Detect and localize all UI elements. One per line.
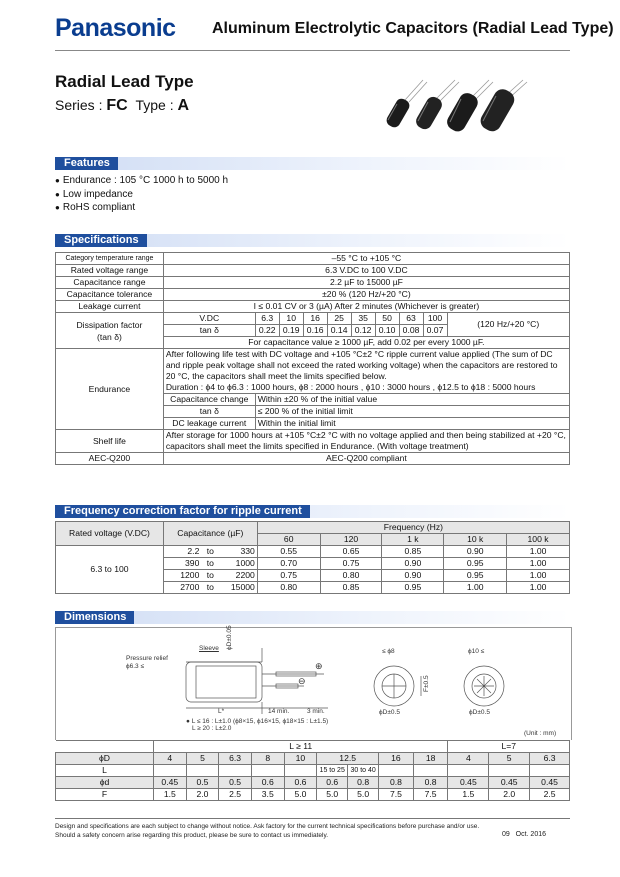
footer-divider xyxy=(55,818,570,819)
empty-cell xyxy=(448,765,489,777)
small-diameter-label: ≤ ϕ8 xyxy=(382,648,395,655)
endurance-item: DC leakage current xyxy=(163,418,255,430)
endurance-limit: Within ±20 % of the initial value xyxy=(255,394,569,406)
cap-to-word: to xyxy=(201,570,219,582)
factor-cell: 1.00 xyxy=(507,582,570,594)
min-3-label: 3 min. xyxy=(307,708,325,715)
dim-cell: 0.6 xyxy=(251,777,284,789)
dim-cell: 1.5 xyxy=(153,789,186,801)
factor-cell: 0.85 xyxy=(382,546,444,558)
dim-cell: 3.5 xyxy=(251,789,284,801)
pressure-relief-label: Pressure relief xyxy=(126,655,168,662)
dim-cell: 10 xyxy=(284,753,317,765)
freq-header-cell: 1 k xyxy=(382,534,444,546)
dimensions-heading: Dimensions xyxy=(55,611,134,624)
table-row xyxy=(56,789,570,801)
factor-cell: 0.80 xyxy=(320,570,382,582)
table-row xyxy=(56,289,570,301)
empty-cell xyxy=(489,765,530,777)
voltage-cell: 50 xyxy=(375,313,399,325)
factor-cell: 1.00 xyxy=(507,558,570,570)
series-line xyxy=(55,97,189,115)
cap-from: 390 xyxy=(163,558,201,570)
table-row xyxy=(56,753,570,765)
length-tolerance-note-1: L ≤ 16 : L±1.0 (ϕ8×15, ϕ16×15, ϕ18×15 : L±1.5) xyxy=(191,718,329,725)
specifications-heading-bar xyxy=(55,234,570,247)
series-value: FC xyxy=(106,97,128,114)
tan-cell: 0.08 xyxy=(399,325,423,337)
frequency-header: Frequency (Hz) xyxy=(257,522,569,534)
dim-cell: 0.6 xyxy=(284,777,317,789)
dissipation-label xyxy=(56,313,164,349)
length-tolerance-note: ● L ≤ 16 : L±1.0 (ϕ8×15, ϕ16×15, ϕ18×15 : L±1.5) xyxy=(186,718,329,725)
factor-cell: 0.90 xyxy=(382,558,444,570)
empty-cell xyxy=(530,765,570,777)
f-tol-label: F±0.5 xyxy=(423,675,430,692)
tan-cell: 0.07 xyxy=(423,325,447,337)
large-diameter-label: ϕ10 ≤ xyxy=(468,648,485,655)
dimensions-heading-bar xyxy=(55,611,570,624)
frequency-heading: Frequency correction factor for ripple current xyxy=(55,505,310,518)
capacitor-product-image xyxy=(383,78,533,140)
d-tol-label-large: ϕD±0.5 xyxy=(469,709,490,716)
voltage-cell: 10 xyxy=(279,313,303,325)
shelf-life-label: Shelf life xyxy=(56,430,164,453)
row-label: ϕd xyxy=(56,777,154,789)
document-title: Aluminum Electrolytic Capacitors (Radial Lead Type) xyxy=(212,20,614,37)
empty-cell xyxy=(284,765,317,777)
tan-cell: 0.14 xyxy=(327,325,351,337)
factor-cell: 0.95 xyxy=(444,558,507,570)
dim-cell: 4 xyxy=(153,753,186,765)
dimension-drawing xyxy=(55,627,572,740)
dim-cell: 0.5 xyxy=(219,777,252,789)
dim-cell: 2.0 xyxy=(186,789,219,801)
unit-label: (Unit : mm) xyxy=(524,730,557,737)
dim-cell: 7.5 xyxy=(413,789,448,801)
dim-cell: 2.5 xyxy=(530,789,570,801)
table-row xyxy=(56,277,570,289)
dim-cell: 0.45 xyxy=(489,777,530,789)
table-row xyxy=(56,765,570,777)
dim-cell: 1.5 xyxy=(448,789,489,801)
feature-item: ● Low impedance xyxy=(55,188,228,202)
table-header-row xyxy=(56,522,570,534)
footer-line: Should a safety concern arise regarding this product, please be sure to contact us immediately. xyxy=(55,832,329,839)
dim-cell: 0.8 xyxy=(413,777,448,789)
row-label: L xyxy=(56,765,154,777)
category-temp-value: –55 °C to +105 °C xyxy=(163,253,569,265)
tolerance-value: ±20 % (120 Hz/+20 °C) xyxy=(163,289,569,301)
table-header-row xyxy=(56,741,570,753)
voltage-cell: 16 xyxy=(303,313,327,325)
leakage-label: Leakage current xyxy=(56,301,164,313)
dissipation-label-line1: Dissipation factor xyxy=(76,319,143,330)
dia-tol-label: ϕD±0.05 xyxy=(226,625,233,650)
empty-cell xyxy=(413,765,448,777)
table-row xyxy=(56,546,570,558)
voltage-cell: 35 xyxy=(351,313,375,325)
rated-voltage-header: Rated voltage (V.DC) xyxy=(56,522,164,546)
factor-cell: 0.75 xyxy=(257,570,320,582)
table-row xyxy=(56,777,570,789)
freq-header-cell: 100 k xyxy=(507,534,570,546)
footer-note xyxy=(55,822,479,840)
empty-cell xyxy=(219,765,252,777)
endurance-label: Endurance xyxy=(56,349,164,430)
frequency-table xyxy=(55,521,570,594)
voltage-cell: 63 xyxy=(399,313,423,325)
tan-cell: 0.16 xyxy=(303,325,327,337)
dim-cell: 5.0 xyxy=(317,789,348,801)
endurance-duration: Duration : ϕ4 to ϕ6.3 : 1000 hours, ϕ8 : 2000 hours , ϕ10 : 3000 hours , ϕ12.5 to ϕ18 : 5000 hours xyxy=(165,382,536,392)
tan-cell: 0.22 xyxy=(255,325,279,337)
factor-cell: 1.00 xyxy=(507,546,570,558)
cap-to-word: to xyxy=(201,582,219,594)
row-label: F xyxy=(56,789,154,801)
group-header-l11: L ≥ 11 xyxy=(153,741,448,753)
empty-cell xyxy=(186,765,219,777)
empty-cell xyxy=(251,765,284,777)
group-header-l7: L=7 xyxy=(448,741,570,753)
pressure-relief-size: ϕ6.3 ≤ xyxy=(126,663,145,670)
table-row xyxy=(56,265,570,277)
dim-cell: 7.5 xyxy=(379,789,414,801)
features-list xyxy=(55,174,228,215)
endurance-limit: ≤ 200 % of the initial limit xyxy=(255,406,569,418)
dim-cell: 5 xyxy=(489,753,530,765)
dim-cell: 0.6 xyxy=(317,777,348,789)
product-type-title: Radial Lead Type xyxy=(55,72,194,91)
cap-to: 330 xyxy=(219,546,257,558)
specifications-table xyxy=(55,252,570,465)
dim-cell: 0.45 xyxy=(153,777,186,789)
factor-cell: 0.90 xyxy=(382,570,444,582)
length-tolerance-note-2: L ≥ 20 : L±2.0 xyxy=(192,725,232,732)
freq-header-cell: 10 k xyxy=(444,534,507,546)
dim-cell: 5.0 xyxy=(284,789,317,801)
endurance-text xyxy=(163,349,569,394)
tan-label: tan δ xyxy=(163,325,255,337)
cap-from: 2700 xyxy=(163,582,201,594)
dim-cell: 16 xyxy=(379,753,414,765)
endurance-item: Capacitance change xyxy=(163,394,255,406)
rated-voltage-value: 6.3 V.DC to 100 V.DC xyxy=(163,265,569,277)
endurance-description: After following life test with DC voltage and +105 °C±2 °C ripple current value applied (The sum of DC and ripple peak voltage shall not exceed the rated working voltage) when the capacitors are restored to 20 °C, the capacitors shall meet the limits specified below. xyxy=(165,349,558,381)
frequency-heading-bar xyxy=(55,505,570,518)
capacitance-value: 2.2 µF to 15000 µF xyxy=(163,277,569,289)
header-divider xyxy=(55,50,570,51)
voltage-range: 6.3 to 100 xyxy=(56,546,164,594)
cap-from: 2.2 xyxy=(163,546,201,558)
voltage-cell: 25 xyxy=(327,313,351,325)
shelf-life-text: After storage for 1000 hours at +105 °C±2 °C with no voltage applied and then being stabilized at +20 °C, capacitors shall meet the limits specified in Endurance. (With voltage treatment) xyxy=(163,430,569,453)
dimensions-table xyxy=(55,740,570,801)
minus-terminal-icon: ⊖ xyxy=(298,676,306,686)
empty-cell xyxy=(56,741,154,753)
dim-cell: 2.0 xyxy=(489,789,530,801)
cap-to-word: to xyxy=(201,546,219,558)
feature-item: ● Endurance : 105 °C 1000 h to 5000 h xyxy=(55,174,228,188)
dim-cell: 0.45 xyxy=(448,777,489,789)
series-label: Series : xyxy=(55,97,103,113)
min-14-label: 14 min. xyxy=(268,708,290,715)
capacitance-header: Capacitance (µF) xyxy=(163,522,257,546)
empty-cell xyxy=(379,765,414,777)
cap-to: 15000 xyxy=(219,582,257,594)
dim-cell: 6.3 xyxy=(219,753,252,765)
table-row xyxy=(56,253,570,265)
factor-cell: 0.65 xyxy=(320,546,382,558)
table-row xyxy=(56,453,570,465)
sleeve-label: Sleeve xyxy=(199,645,219,652)
dim-cell: 18 xyxy=(413,753,448,765)
dim-cell: 0.8 xyxy=(348,777,379,789)
rated-voltage-label: Rated voltage range xyxy=(56,265,164,277)
dissipation-label-line2: (tan δ) xyxy=(97,331,122,342)
dim-cell: 0.45 xyxy=(530,777,570,789)
feature-item: ● RoHS compliant xyxy=(55,201,228,215)
dim-cell: 8 xyxy=(251,753,284,765)
plus-terminal-icon: ⊕ xyxy=(315,661,323,671)
table-row xyxy=(56,301,570,313)
factor-cell: 0.75 xyxy=(320,558,382,570)
factor-cell: 0.90 xyxy=(444,546,507,558)
dim-cell: 12.5 xyxy=(317,753,379,765)
cap-to: 2200 xyxy=(219,570,257,582)
vdc-label: V.DC xyxy=(163,313,255,325)
tolerance-label: Capacitance tolerance xyxy=(56,289,164,301)
type-value: A xyxy=(177,97,190,114)
voltage-cell: 100 xyxy=(423,313,447,325)
factor-cell: 0.55 xyxy=(257,546,320,558)
table-row xyxy=(56,430,570,453)
cap-from: 1200 xyxy=(163,570,201,582)
dim-cell: 2.5 xyxy=(219,789,252,801)
tan-cell: 0.19 xyxy=(279,325,303,337)
page-number: 09 xyxy=(502,831,510,838)
endurance-item: tan δ xyxy=(163,406,255,418)
factor-cell: 0.85 xyxy=(320,582,382,594)
empty-cell xyxy=(153,765,186,777)
table-row xyxy=(56,349,570,394)
freq-header-cell: 120 xyxy=(320,534,382,546)
dim-cell: 5 xyxy=(186,753,219,765)
specifications-heading: Specifications xyxy=(55,234,147,247)
factor-cell: 0.95 xyxy=(382,582,444,594)
table-row xyxy=(56,313,570,325)
factor-cell: 0.70 xyxy=(257,558,320,570)
cap-to-word: to xyxy=(201,558,219,570)
tan-cell: 0.12 xyxy=(351,325,375,337)
tan-cell: 0.10 xyxy=(375,325,399,337)
dim-cell: 0.8 xyxy=(379,777,414,789)
dim-cell: 5.0 xyxy=(348,789,379,801)
factor-cell: 0.95 xyxy=(444,570,507,582)
dissipation-note: For capacitance value ≥ 1000 µF, add 0.02 per every 1000 µF. xyxy=(163,337,569,349)
page-reference xyxy=(502,831,546,838)
features-heading: Features xyxy=(55,157,118,170)
freq-header-cell: 60 xyxy=(257,534,320,546)
dim-cell: 4 xyxy=(448,753,489,765)
features-heading-bar xyxy=(55,157,570,170)
footer-line: Design and specifications are each subject to change without notice. Ask factory for the current technical specifications before purchase and/or use. xyxy=(55,823,480,830)
dim-cell: 6.3 xyxy=(530,753,570,765)
voltage-cell: 6.3 xyxy=(255,313,279,325)
capacitance-label: Capacitance range xyxy=(56,277,164,289)
dim-cell: 30 to 40 xyxy=(348,765,379,777)
dissipation-condition: (120 Hz/+20 °C) xyxy=(447,313,570,337)
l-star-label: L* xyxy=(218,708,225,715)
revision-date: Oct. 2016 xyxy=(515,831,546,838)
dim-cell: 15 to 25 xyxy=(317,765,348,777)
dim-cell: 0.5 xyxy=(186,777,219,789)
factor-cell: 0.80 xyxy=(257,582,320,594)
brand-logo: Panasonic xyxy=(55,14,176,42)
aec-value: AEC-Q200 compliant xyxy=(163,453,569,465)
factor-cell: 1.00 xyxy=(507,570,570,582)
cap-to: 1000 xyxy=(219,558,257,570)
aec-label: AEC-Q200 xyxy=(56,453,164,465)
d-tol-label-small: ϕD±0.5 xyxy=(379,709,400,716)
type-label: Type : xyxy=(135,97,174,113)
category-temp-label: Category temperature range xyxy=(56,253,164,265)
leakage-value: I ≤ 0.01 CV or 3 (µA) After 2 minutes (Whichever is greater) xyxy=(163,301,569,313)
endurance-limit: Within the initial limit xyxy=(255,418,569,430)
row-label: ϕD xyxy=(56,753,154,765)
factor-cell: 1.00 xyxy=(444,582,507,594)
